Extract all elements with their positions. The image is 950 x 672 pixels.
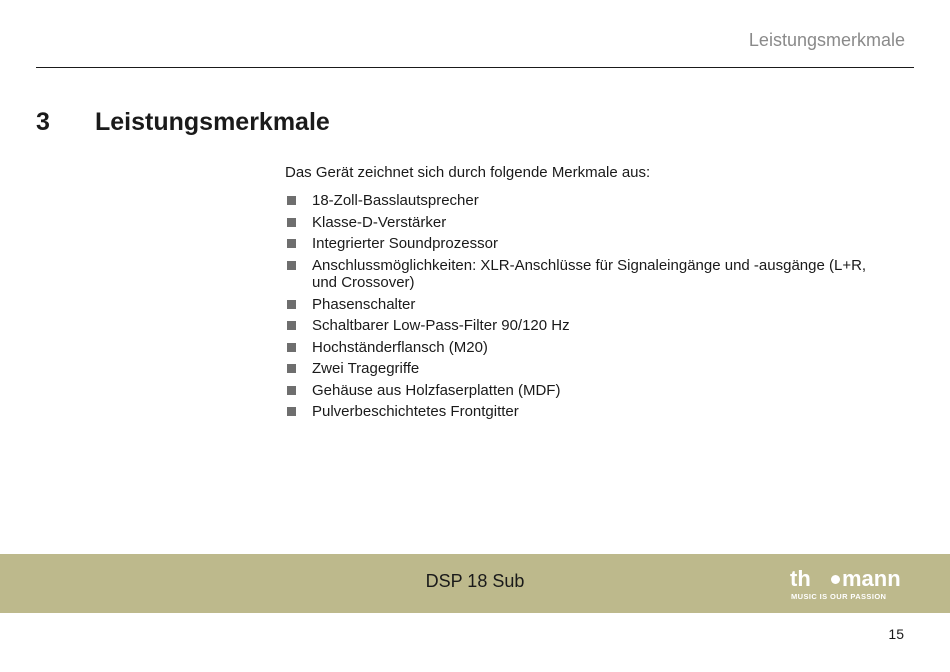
feature-text: Integrierter Soundprozessor [312,235,498,252]
feature-item [285,192,895,210]
feature-item [285,360,895,378]
section-title: Leistungsmerkmale [95,108,330,136]
feature-text: Phasenschalter [312,295,416,313]
feature-text: Schaltbarer Low-Pass-Filter 90/120 Hz [312,317,570,334]
square-bullet-icon [287,239,296,248]
feature-text: Hochständerflansch (M20) [312,338,488,356]
section-number: 3 [36,108,50,136]
header-divider [36,67,914,68]
product-name: DSP 18 Sub [425,571,525,591]
square-bullet-icon [287,364,296,373]
square-bullet-icon [287,407,296,416]
square-bullet-icon [287,196,296,205]
feature-item [285,257,895,292]
feature-item [285,235,895,253]
feature-item [285,339,895,357]
square-bullet-icon [287,261,296,270]
logo-dot-icon [831,575,840,584]
square-bullet-icon [287,321,296,330]
feature-item [285,317,895,335]
feature-text: Pulverbeschichtetes Frontgitter [312,403,519,420]
feature-item [285,296,895,314]
feature-list [285,192,895,425]
square-bullet-icon [287,386,296,395]
feature-text: Klasse-D-Verstärker [312,213,447,231]
running-header: Leistungsmerkmale [748,30,905,50]
square-bullet-icon [287,343,296,352]
square-bullet-icon [287,300,296,309]
feature-text: Zwei Tragegriffe [312,360,420,377]
logo-tagline: MUSIC IS OUR PASSION [791,592,887,601]
feature-item [285,382,895,400]
thomann-logo [790,566,908,604]
feature-item [285,214,895,232]
feature-item [285,403,895,421]
intro-text: Das Gerät zeichnet sich durch folgende Merkmale aus: [285,164,651,181]
logo-word-end: mann [842,566,901,591]
logo-word-start: th [790,566,811,591]
square-bullet-icon [287,218,296,227]
page-number: 15 [888,626,904,642]
feature-text: 18-Zoll-Basslautsprecher [312,192,479,209]
feature-text: Anschlussmöglichkeiten: XLR-Anschlüsse für Signaleingänge und -ausgänge (L+R, und Crossover) [312,256,867,291]
feature-text: Gehäuse aus Holzfaserplatten (MDF) [312,381,561,399]
